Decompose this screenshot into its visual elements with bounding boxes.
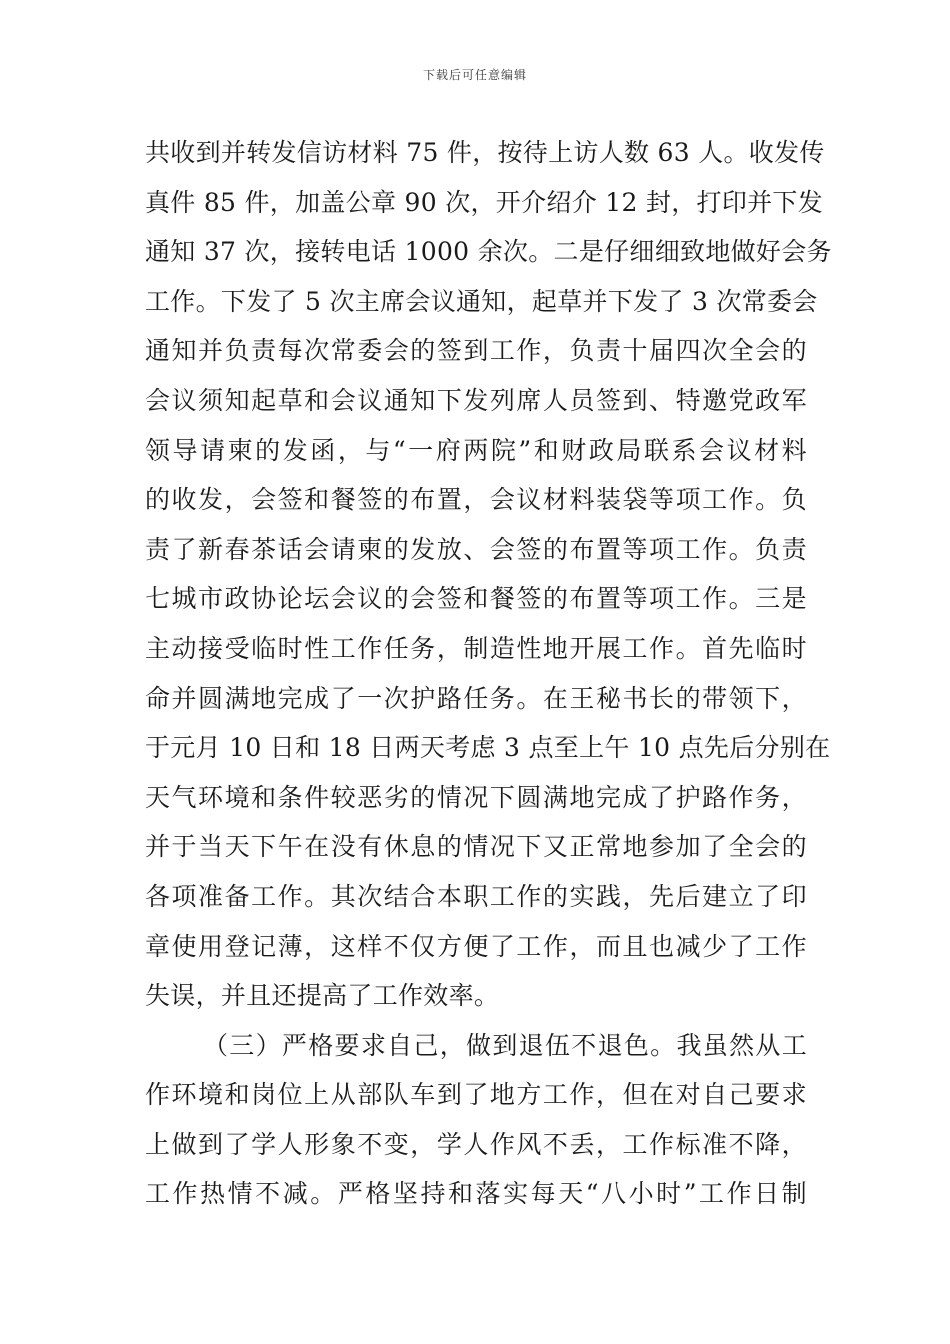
text-line: 主动接受临时性工作任务，制造性地开展工作。首先临时: [145, 633, 807, 663]
text-line: 工作热情不减。严格坚持和落实每天“八小时”工作日制: [145, 1179, 807, 1209]
text-line: 作环境和岗位上从部队车到了地方工作，但在对自己要求: [145, 1080, 807, 1110]
text-line: 于元月 10 日和 18 日两天考虑 3 点至上午 10 点先后分别在: [145, 733, 831, 763]
text-line: 章使用登记薄，这样不仅方便了工作，而且也减少了工作: [145, 931, 807, 961]
paragraph-2: [145, 1021, 807, 1219]
text-line: 天气环境和条件较恶劣的情况下圆满地完成了护路作务，: [145, 782, 807, 812]
text-line: 七城市政协论坛会议的会签和餐签的布置等项工作。三是: [145, 584, 807, 614]
header-note: 下载后可任意编辑: [422, 68, 527, 82]
text-line: 失误，并且还提高了工作效率。: [145, 981, 500, 1011]
text-line: 共收到并转发信访材料 75 件，按待上访人数 63 人。收发传: [145, 138, 825, 167]
document-body: [145, 128, 832, 1219]
text-line: 工作。下发了 5 次主席会议通知，起草并下发了 3 次常委会: [145, 286, 818, 316]
text-line: 上做到了学人形象不变，学人作风不丢，工作标准不降，: [145, 1129, 807, 1159]
text-line: 通知 37 次，接转电话 1000 余次。二是仔细细致地做好会务: [145, 237, 832, 267]
text-line: 并于当天下午在没有休息的情况下又正常地参加了全会的: [145, 832, 807, 862]
text-line: 的收发，会签和餐签的布置，会议材料装袋等项工作。负: [145, 485, 807, 515]
paragraph-1: [145, 128, 832, 1021]
text-line: 真件 85 件，加盖公章 90 次，开介绍介 12 封，打印并下发: [145, 187, 824, 217]
text-line: 各项准备工作。其次结合本职工作的实践，先后建立了印: [145, 881, 807, 911]
text-line: 命并圆满地完成了一次护路任务。在王秘书长的带领下，: [145, 683, 807, 713]
text-line: 会议须知起草和会议通知下发列席人员签到、特邀党政军: [145, 385, 807, 415]
text-line: （三）严格要求自己，做到退伍不退色。我虽然从工: [203, 1030, 807, 1060]
text-line: 通知并负责每次常委会的签到工作，负责十届四次全会的: [145, 336, 807, 366]
text-line: 领导请柬的发函，与“一府两院”和财政局联系会议材料: [145, 435, 807, 465]
text-line: 责了新春茶话会请柬的发放、会签的布置等项工作。负责: [145, 534, 807, 564]
